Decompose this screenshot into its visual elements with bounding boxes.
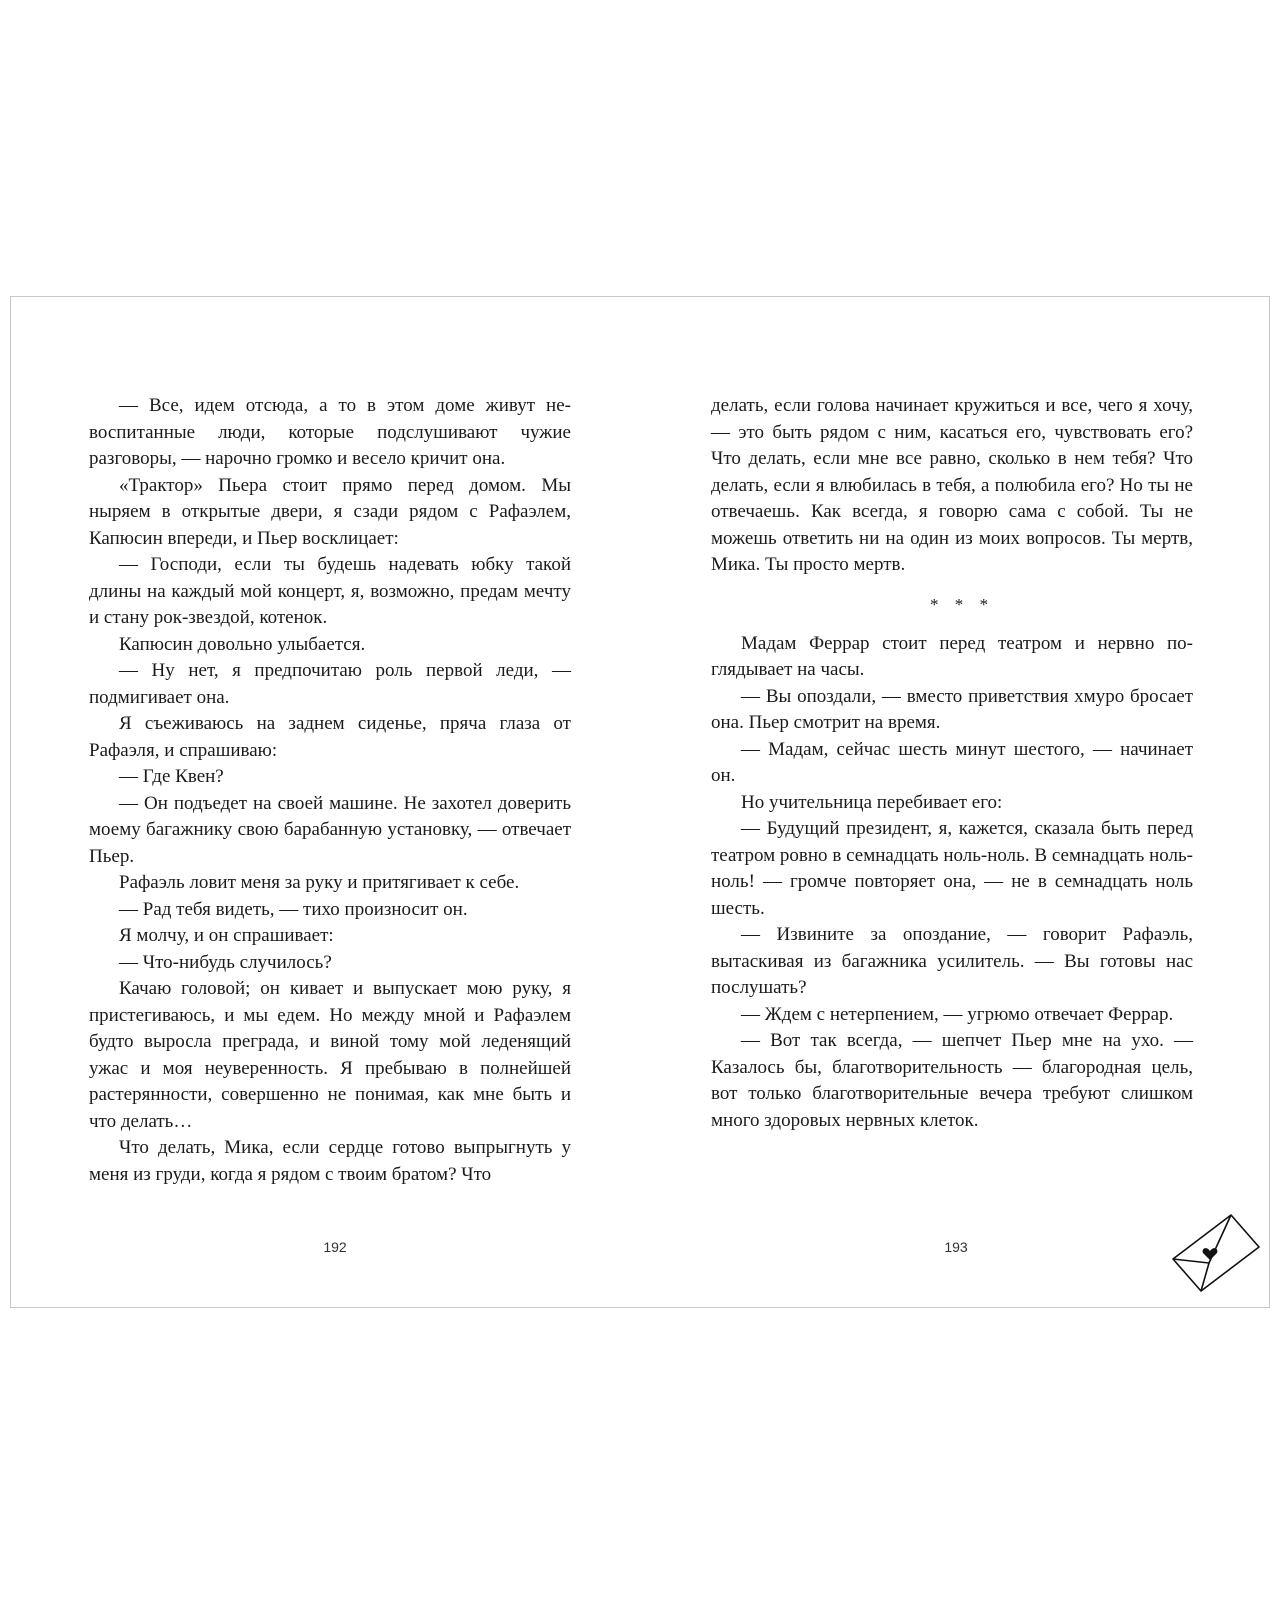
paragraph: Я молчу, и он спрашивает: — [119, 925, 334, 946]
paragraph: — Мадам, сейчас шесть минут шестого, — начинает он. — [711, 738, 1193, 786]
paragraph: Я съеживаюсь на заднем сиденье, пряча глаза от Рафаэля, и спрашиваю: — [89, 713, 571, 761]
page-number-left: 192 — [323, 1239, 347, 1255]
paragraph: — Вот так всегда, — шепчет Пьер мне на ухо. — Казалось бы, благотворительность — благородная цель, вот только благотворительные вечера требуют слишком много здоровых нервных клеток. — [711, 1030, 1193, 1131]
paragraph: — Извините за опоздание, — говорит Рафаэль, вытаскивая из багажника усилитель. — Вы готовы нас послушать? — [711, 924, 1193, 998]
envelope-heart-icon — [1167, 1207, 1265, 1293]
right-page — [711, 393, 1193, 1134]
paragraph: — Господи, если ты будешь надевать юбку такой длины на каждый мой концерт, я, возможно, предам мечту и стану рок-звездой, котенок. — [89, 554, 571, 628]
paragraph: — Рад тебя видеть, — тихо произносит он. — [119, 898, 468, 920]
paragraph: Рафаэль ловит меня за руку и притягивает к себе. — [119, 872, 520, 893]
paragraph: — Ну нет, я предпочитаю роль первой леди, — подмигивает она. — [89, 660, 571, 708]
paragraph: — Где Квен? — [119, 766, 224, 787]
continued-paragraph: делать, если голова начинает кружиться и все, чего я хочу, — это быть рядом с ним, касаться его, чувствовать его? Что делать, если мне все равно, сколько в нем тебя? Что делать, если я влюбилась в тебя, а полюбила его? Но ты не отвечаешь. Как всегда, я говорю сама с собой. Ты не можешь ответить ни на один из моих вопросов. Ты мертв, Мика. Ты просто мертв. — [711, 395, 1193, 575]
paragraph: Качаю головой; он кивает и выпускает мою руку, я пристегиваюсь, и мы едем. Но между мной и Рафаэлем будто выросла преграда, и виной тому мой леденящий ужас и моя неуверенность. Я пребываю в полнейшей растерянности, совершенно не понимая, как мне быть и что делать… — [89, 978, 571, 1132]
paragraph: — Он подъедет на своей машине. Не захотел доверить моему багажнику свою барабанную установку, — отвечает Пьер. — [89, 792, 571, 867]
paragraph: — Ждем с нетерпением, — угрюмо отвечает Феррар. — [741, 1003, 1174, 1025]
paragraph: Капюсин довольно улыбается. — [119, 633, 366, 655]
paragraph: Мадам Феррар стоит перед театром и нервно поглядывает на часы. — [711, 632, 1193, 680]
paragraph: — Вы опоздали, — вместо приветствия хмуро бросает она. Пьер смотрит на время. — [711, 685, 1193, 733]
left-page — [89, 393, 571, 1188]
section-separator: * * * — [930, 594, 994, 614]
paragraph: «Трактор» Пьера стоит прямо перед домом. Мы ныряем в открытые двери, я сзади рядом с Рафаэлем, Капюсин впереди, и Пьер восклицает: — [89, 474, 571, 549]
paragraph: Что делать, Мика, если сердце готово выпрыгнуть у меня из груди, когда я рядом с твоим братом? Что — [89, 1137, 571, 1185]
paragraph: — Будущий президент, я, кажется, сказала быть перед театром ровно в семнадцать ноль-ноль. В семнадцать ноль-ноль! — громче повторяет она, — не в семнадцать ноль шесть. — [711, 818, 1193, 919]
page-number-right: 193 — [944, 1239, 968, 1255]
book-spread — [10, 296, 1270, 1308]
paragraph: — Все, идем отсюда, а то в этом доме живут невоспитанные люди, которые подслушивают чужие разговоры, — нарочно громко и весело кричит она. — [89, 395, 571, 469]
paragraph: — Что-нибудь случилось? — [119, 951, 332, 973]
paragraph: Но учительница перебивает его: — [741, 791, 1003, 813]
